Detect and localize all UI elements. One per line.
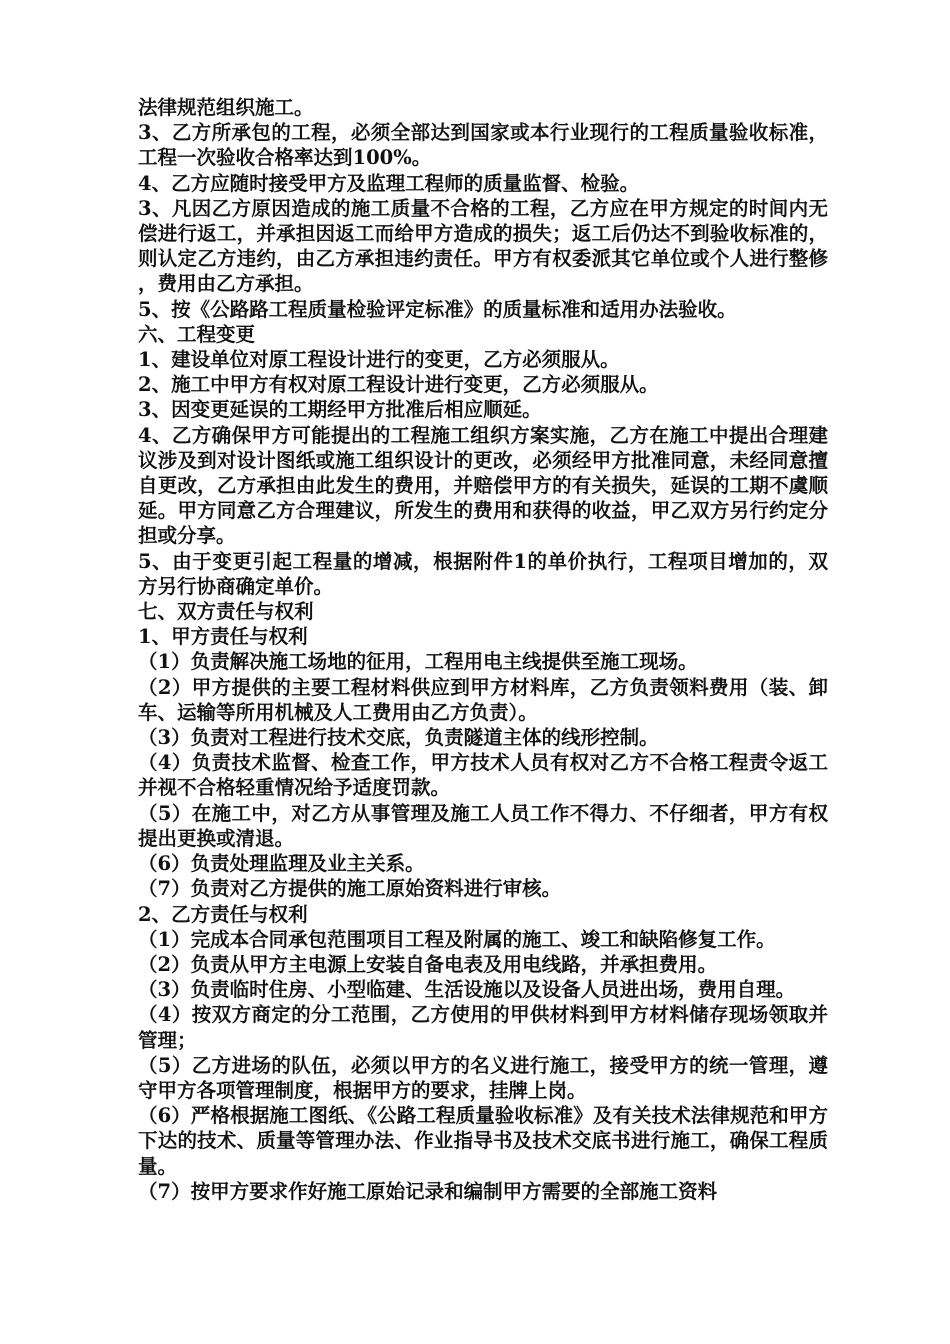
paragraph-change-1: 1、建设单位对原工程设计进行的变更，乙方必须服从。 bbox=[138, 348, 620, 372]
paragraph-party-a-5: （5）在施工中，对乙方从事管理及施工人员工作不得力、不仔细者，甲方有权提出更换或清退。 bbox=[138, 801, 828, 850]
paragraph-rework: 3、凡因乙方原因造成的施工质量不合格的工程，乙方应在甲方规定的时间内无偿进行返工，并承担因返工而给甲方造成的损失；返工后仍达不到验收标准的，则认定乙方违约，由乙方承担违约责任。甲方有权委派其它单位或个人进行整修，费用由乙方承担。 bbox=[138, 196, 828, 296]
paragraph-quality-supervision: 4、乙方应随时接受甲方及监理工程师的质量监督、检验。 bbox=[138, 171, 640, 195]
paragraph-party-a-6: （6）负责处理监理及业主关系。 bbox=[138, 852, 425, 876]
subheading-party-a: 1、甲方责任与权利 bbox=[138, 625, 308, 649]
paragraph-quality-standard: 3、乙方所承包的工程，必须全部达到国家或本行业现行的工程质量验收标准，工程一次验收合格率达到100%。 bbox=[138, 121, 828, 170]
paragraph-party-b-7: （7）按甲方要求作好施工原始记录和编制甲方需要的全部施工资料 bbox=[138, 1179, 718, 1203]
section-heading-responsibilities: 七、双方责任与权利 bbox=[138, 600, 314, 624]
paragraph-party-a-3: （3）负责对工程进行技术交底，负责隧道主体的线形控制。 bbox=[138, 726, 659, 750]
paragraph-party-b-6: （6）严格根据施工图纸、《公路工程质量验收标准》及有关技术法律规范和甲方下达的技术、质量等管理办法、作业指导书及技术交底书进行施工，确保工程质量。 bbox=[138, 1104, 828, 1178]
subheading-party-b: 2、乙方责任与权利 bbox=[138, 902, 308, 926]
paragraph-party-a-1: （1）负责解决施工场地的征用，工程用电主线提供至施工现场。 bbox=[138, 650, 698, 674]
paragraph-acceptance-standard: 5、按《公路路工程质量检验评定标准》的质量标准和适用办法验收。 bbox=[138, 297, 737, 321]
section-heading-changes: 六、工程变更 bbox=[138, 322, 256, 346]
paragraph-continuation: 法律规范组织施工。 bbox=[138, 96, 314, 119]
paragraph-party-a-4: （4）负责技术监督、检查工作，甲方技术人员有权对乙方不合格工程责令返工并视不合格轻重情况给予适度罚款。 bbox=[138, 751, 828, 800]
paragraph-change-5: 5、由于变更引起工程量的增减，根据附件1的单价执行，工程项目增加的，双方另行协商确定单价。 bbox=[138, 549, 828, 598]
paragraph-party-b-1: （1）完成本合同承包范围项目工程及附属的施工、竣工和缺陷修复工作。 bbox=[138, 927, 776, 951]
paragraph-party-a-2: （2）甲方提供的主要工程材料供应到甲方材料库，乙方负责领料费用（装、卸车、运输等所用机械及人工费用由乙方负责）。 bbox=[138, 675, 828, 724]
paragraph-change-4: 4、乙方确保甲方可能提出的工程施工组织方案实施，乙方在施工中提出合理建议涉及到对设计图纸或施工组织设计的更改，必须经甲方批准同意，未经同意擅自更改，乙方承担由此发生的费用，并赔偿甲方的有关损失，延误的工期不虞顺延。甲方同意乙方合理建议，所发生的费用和获得的收益，甲乙双方另行约定分担或分享。 bbox=[138, 423, 828, 548]
paragraph-party-b-5: （5）乙方进场的队伍，必须以甲方的名义进行施工，接受甲方的统一管理，遵守甲方各项管理制度，根据甲方的要求，挂牌上岗。 bbox=[138, 1053, 828, 1102]
paragraph-change-2: 2、施工中甲方有权对原工程设计进行变更，乙方必须服从。 bbox=[138, 373, 659, 397]
paragraph-change-3: 3、因变更延误的工期经甲方批准后相应顺延。 bbox=[138, 398, 542, 422]
document-body bbox=[138, 95, 828, 1204]
paragraph-party-b-4: （4）按双方商定的分工范围，乙方使用的甲供材料到甲方材料储存现场领取并管理； bbox=[138, 1003, 828, 1052]
paragraph-party-b-2: （2）负责从甲方主电源上安装自备电表及用电线路，并承担费用。 bbox=[138, 952, 718, 976]
paragraph-party-a-7: （7）负责对乙方提供的施工原始资料进行审核。 bbox=[138, 877, 562, 901]
paragraph-party-b-3: （3）负责临时住房、小型临建、生活设施以及设备人员进出场，费用自理。 bbox=[138, 978, 796, 1002]
